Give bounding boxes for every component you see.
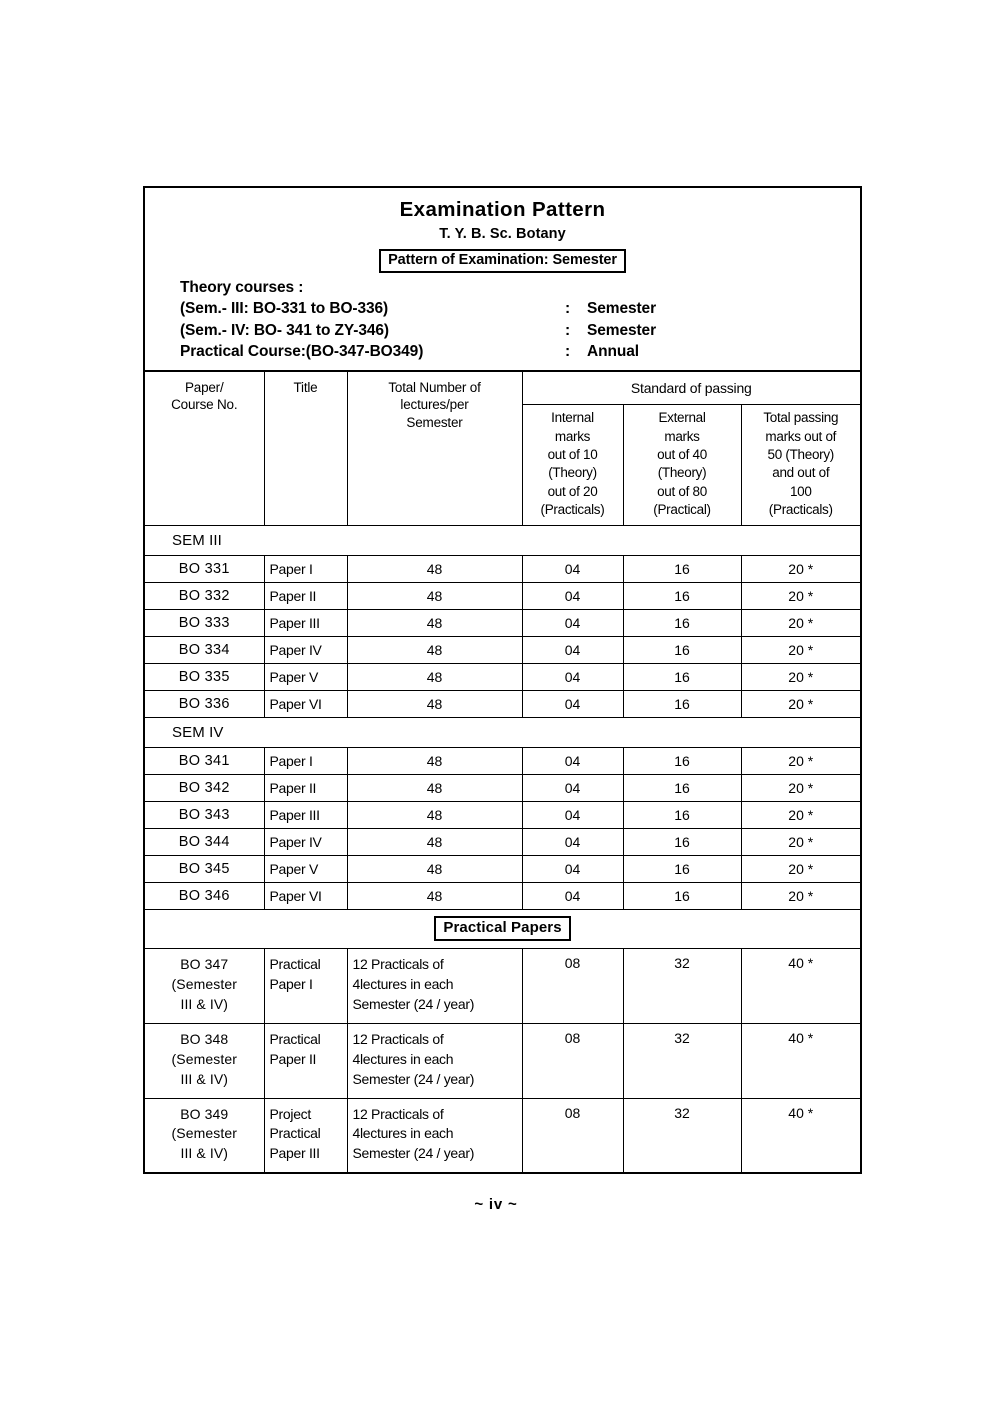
cell-paper-title: Paper VI bbox=[264, 883, 347, 910]
cell-line: 4lectures in each bbox=[352, 1050, 454, 1067]
cell-internal-marks: 04 bbox=[522, 610, 623, 637]
column-header-line: marks bbox=[664, 428, 700, 444]
cell-lectures bbox=[347, 1098, 522, 1173]
masthead-row bbox=[144, 187, 861, 371]
table-row bbox=[144, 610, 861, 637]
cell-total-passing: 20 * bbox=[741, 883, 861, 910]
column-header-line: External bbox=[658, 410, 706, 426]
cell-paper-title: Paper IV bbox=[264, 637, 347, 664]
course-summary-label: (Sem.- III: BO-331 to BO-336) bbox=[180, 300, 389, 318]
course-summary-value: Annual bbox=[587, 342, 639, 360]
cell-internal-marks: 08 bbox=[522, 1023, 623, 1098]
table-row bbox=[144, 748, 861, 775]
cell-internal-marks: 04 bbox=[522, 748, 623, 775]
cell-course-code: BO 341 bbox=[144, 748, 264, 775]
column-header-line: (Theory) bbox=[657, 465, 707, 481]
column-header-line: Semester bbox=[406, 414, 463, 430]
section-band-row bbox=[144, 718, 861, 748]
cell-lectures: 48 bbox=[347, 775, 522, 802]
column-header-total-lectures bbox=[347, 371, 522, 526]
cell-internal-marks: 04 bbox=[522, 856, 623, 883]
course-summary-colon: : bbox=[565, 321, 571, 339]
cell-external-marks: 16 bbox=[623, 637, 741, 664]
column-header-line: and out of bbox=[772, 465, 830, 481]
course-summary-value: Semester bbox=[587, 321, 656, 339]
cell-course-code bbox=[144, 1023, 264, 1098]
cell-internal-marks: 04 bbox=[522, 802, 623, 829]
theory-courses-label: Theory courses : bbox=[180, 279, 304, 297]
section-band-sem-iii: SEM III bbox=[144, 526, 861, 556]
cell-external-marks: 32 bbox=[623, 949, 741, 1024]
cell-lectures: 48 bbox=[347, 610, 522, 637]
column-header-line: 50 (Theory) bbox=[767, 446, 834, 462]
cell-internal-marks: 04 bbox=[522, 664, 623, 691]
course-summary-item bbox=[180, 320, 852, 341]
cell-external-marks: 16 bbox=[623, 856, 741, 883]
table-header-row-primary bbox=[144, 371, 861, 405]
course-summary-value: Semester bbox=[587, 300, 656, 318]
cell-paper-title: Paper II bbox=[264, 583, 347, 610]
course-summary-item bbox=[180, 298, 852, 319]
page-number-footer: ~ iv ~ bbox=[474, 1196, 518, 1213]
course-summary-label: (Sem.- IV: BO- 341 to ZY-346) bbox=[180, 321, 389, 339]
practical-papers-badge: Practical Papers bbox=[434, 916, 570, 941]
cell-line: (Semester bbox=[171, 976, 237, 993]
cell-lectures bbox=[347, 949, 522, 1024]
cell-line: 12 Practicals of bbox=[352, 1030, 444, 1047]
table-row bbox=[144, 583, 861, 610]
cell-total-passing: 20 * bbox=[741, 802, 861, 829]
column-header-line: Course No. bbox=[171, 397, 238, 413]
cell-paper-title: Paper I bbox=[264, 556, 347, 583]
cell-internal-marks: 04 bbox=[522, 637, 623, 664]
pattern-of-examination-badge: Pattern of Examination: Semester bbox=[379, 249, 626, 273]
cell-internal-marks: 04 bbox=[522, 829, 623, 856]
cell-lectures: 48 bbox=[347, 556, 522, 583]
column-header-line: out of 80 bbox=[657, 483, 707, 499]
cell-paper-title: Paper V bbox=[264, 664, 347, 691]
cell-external-marks: 16 bbox=[623, 748, 741, 775]
cell-line: Project bbox=[269, 1105, 311, 1122]
table-row bbox=[144, 637, 861, 664]
cell-total-passing: 20 * bbox=[741, 829, 861, 856]
cell-course-code: BO 343 bbox=[144, 802, 264, 829]
cell-paper-title bbox=[264, 1023, 347, 1098]
cell-external-marks: 16 bbox=[623, 829, 741, 856]
column-header-line: Total Number of bbox=[388, 380, 481, 396]
cell-total-passing: 20 * bbox=[741, 583, 861, 610]
cell-lectures: 48 bbox=[347, 748, 522, 775]
column-header-internal-marks bbox=[522, 405, 623, 526]
column-header-total-passing-marks bbox=[741, 405, 861, 526]
masthead-cell bbox=[144, 187, 861, 371]
column-header-line: out of 10 bbox=[547, 446, 598, 462]
cell-total-passing: 20 * bbox=[741, 691, 861, 718]
table-row bbox=[144, 949, 861, 1024]
cell-course-code: BO 336 bbox=[144, 691, 264, 718]
cell-internal-marks: 04 bbox=[522, 691, 623, 718]
cell-lectures: 48 bbox=[347, 664, 522, 691]
cell-paper-title: Paper V bbox=[264, 856, 347, 883]
course-summary-label: Practical Course:(BO-347-BO349) bbox=[180, 342, 424, 360]
cell-line: Paper II bbox=[269, 1050, 317, 1067]
cell-internal-marks: 04 bbox=[522, 775, 623, 802]
cell-lectures: 48 bbox=[347, 691, 522, 718]
cell-line: Practical bbox=[269, 1030, 321, 1047]
course-summary-colon: : bbox=[565, 342, 571, 360]
section-band-sem-iv: SEM IV bbox=[144, 718, 861, 748]
cell-total-passing: 20 * bbox=[741, 637, 861, 664]
table-row bbox=[144, 883, 861, 910]
cell-line: 12 Practicals of bbox=[352, 1105, 444, 1122]
column-header-line: (Practicals) bbox=[540, 501, 605, 517]
cell-internal-marks: 04 bbox=[522, 556, 623, 583]
course-summary-item bbox=[180, 341, 852, 362]
cell-external-marks: 32 bbox=[623, 1023, 741, 1098]
cell-internal-marks: 08 bbox=[522, 949, 623, 1024]
examination-pattern-table bbox=[143, 186, 862, 1174]
cell-line: Semester (24 / year) bbox=[352, 1145, 475, 1162]
column-header-standard-of-passing: Standard of passing bbox=[522, 371, 861, 405]
table-row bbox=[144, 775, 861, 802]
cell-total-passing: 20 * bbox=[741, 775, 861, 802]
cell-line: BO 347 bbox=[180, 956, 229, 973]
cell-total-passing: 20 * bbox=[741, 664, 861, 691]
cell-total-passing: 20 * bbox=[741, 556, 861, 583]
cell-line: 4lectures in each bbox=[352, 1125, 454, 1142]
column-header-line: out of 20 bbox=[547, 483, 598, 499]
cell-line: Practical bbox=[269, 1125, 321, 1142]
cell-course-code: BO 332 bbox=[144, 583, 264, 610]
cell-course-code: BO 335 bbox=[144, 664, 264, 691]
cell-line: BO 348 bbox=[180, 1030, 229, 1047]
cell-paper-title: Paper III bbox=[264, 802, 347, 829]
section-band-row bbox=[144, 910, 861, 949]
cell-total-passing: 40 * bbox=[741, 1023, 861, 1098]
cell-course-code: BO 342 bbox=[144, 775, 264, 802]
cell-external-marks: 16 bbox=[623, 556, 741, 583]
column-header-line: Total passing bbox=[763, 410, 839, 426]
cell-line: (Semester bbox=[171, 1050, 237, 1067]
table-row bbox=[144, 556, 861, 583]
cell-line: BO 349 bbox=[180, 1105, 229, 1122]
cell-course-code: BO 345 bbox=[144, 856, 264, 883]
cell-course-code: BO 346 bbox=[144, 883, 264, 910]
column-header-line: marks out of bbox=[765, 428, 837, 444]
cell-course-code bbox=[144, 1098, 264, 1173]
cell-external-marks: 16 bbox=[623, 583, 741, 610]
cell-course-code: BO 344 bbox=[144, 829, 264, 856]
column-header-line: 100 bbox=[789, 483, 812, 499]
cell-line: Semester (24 / year) bbox=[352, 1070, 475, 1087]
cell-internal-marks: 04 bbox=[522, 583, 623, 610]
column-header-title: Title bbox=[264, 371, 347, 526]
column-header-line: Paper/ bbox=[184, 380, 224, 396]
cell-total-passing: 20 * bbox=[741, 610, 861, 637]
cell-line: Paper I bbox=[269, 976, 313, 993]
cell-line: III & IV) bbox=[180, 1145, 229, 1162]
cell-total-passing: 40 * bbox=[741, 1098, 861, 1173]
column-header-line: lectures/per bbox=[400, 397, 469, 413]
column-header-paper-course-no bbox=[144, 371, 264, 526]
cell-total-passing: 40 * bbox=[741, 949, 861, 1024]
cell-external-marks: 16 bbox=[623, 610, 741, 637]
cell-line: 12 Practicals of bbox=[352, 956, 444, 973]
cell-course-code bbox=[144, 949, 264, 1024]
cell-line: Semester (24 / year) bbox=[352, 996, 475, 1013]
section-band-row bbox=[144, 526, 861, 556]
cell-internal-marks: 08 bbox=[522, 1098, 623, 1173]
cell-course-code: BO 334 bbox=[144, 637, 264, 664]
cell-paper-title: Paper IV bbox=[264, 829, 347, 856]
cell-lectures bbox=[347, 1023, 522, 1098]
table-row bbox=[144, 1098, 861, 1173]
cell-total-passing: 20 * bbox=[741, 856, 861, 883]
column-header-external-marks bbox=[623, 405, 741, 526]
page-title: Examination Pattern bbox=[399, 198, 606, 221]
pattern-box-wrapper bbox=[153, 249, 852, 273]
column-header-line: (Practicals) bbox=[768, 501, 833, 517]
cell-line: (Semester bbox=[171, 1125, 237, 1142]
table-row bbox=[144, 829, 861, 856]
cell-line: III & IV) bbox=[180, 996, 229, 1013]
cell-external-marks: 16 bbox=[623, 883, 741, 910]
cell-external-marks: 32 bbox=[623, 1098, 741, 1173]
cell-lectures: 48 bbox=[347, 856, 522, 883]
table-row bbox=[144, 802, 861, 829]
cell-line: Paper III bbox=[269, 1145, 320, 1162]
cell-lectures: 48 bbox=[347, 883, 522, 910]
cell-internal-marks: 04 bbox=[522, 883, 623, 910]
table-row bbox=[144, 691, 861, 718]
cell-paper-title bbox=[264, 1098, 347, 1173]
course-summary-list bbox=[153, 277, 852, 362]
cell-external-marks: 16 bbox=[623, 775, 741, 802]
table-row bbox=[144, 856, 861, 883]
cell-paper-title: Paper VI bbox=[264, 691, 347, 718]
cell-line: III & IV) bbox=[180, 1070, 229, 1087]
cell-external-marks: 16 bbox=[623, 664, 741, 691]
cell-lectures: 48 bbox=[347, 583, 522, 610]
cell-line: 4lectures in each bbox=[352, 976, 454, 993]
column-header-line: marks bbox=[554, 428, 591, 444]
cell-course-code: BO 333 bbox=[144, 610, 264, 637]
course-summary-colon: : bbox=[565, 300, 571, 318]
column-header-line: (Theory) bbox=[548, 465, 597, 481]
table-row bbox=[144, 664, 861, 691]
cell-external-marks: 16 bbox=[623, 802, 741, 829]
column-header-line: out of 40 bbox=[657, 446, 707, 462]
cell-total-passing: 20 * bbox=[741, 748, 861, 775]
cell-course-code: BO 331 bbox=[144, 556, 264, 583]
cell-paper-title: Paper III bbox=[264, 610, 347, 637]
column-header-line: Internal bbox=[551, 410, 594, 426]
cell-lectures: 48 bbox=[347, 637, 522, 664]
cell-lectures: 48 bbox=[347, 829, 522, 856]
cell-external-marks: 16 bbox=[623, 691, 741, 718]
cell-paper-title bbox=[264, 949, 347, 1024]
cell-lectures: 48 bbox=[347, 802, 522, 829]
section-band-practical-papers bbox=[144, 910, 861, 949]
cell-paper-title: Paper II bbox=[264, 775, 347, 802]
table-row bbox=[144, 1023, 861, 1098]
column-header-line: (Practical) bbox=[653, 501, 711, 517]
cell-line: Practical bbox=[269, 956, 321, 973]
cell-paper-title: Paper I bbox=[264, 748, 347, 775]
page-subtitle: T. Y. B. Sc. Botany bbox=[439, 226, 566, 243]
